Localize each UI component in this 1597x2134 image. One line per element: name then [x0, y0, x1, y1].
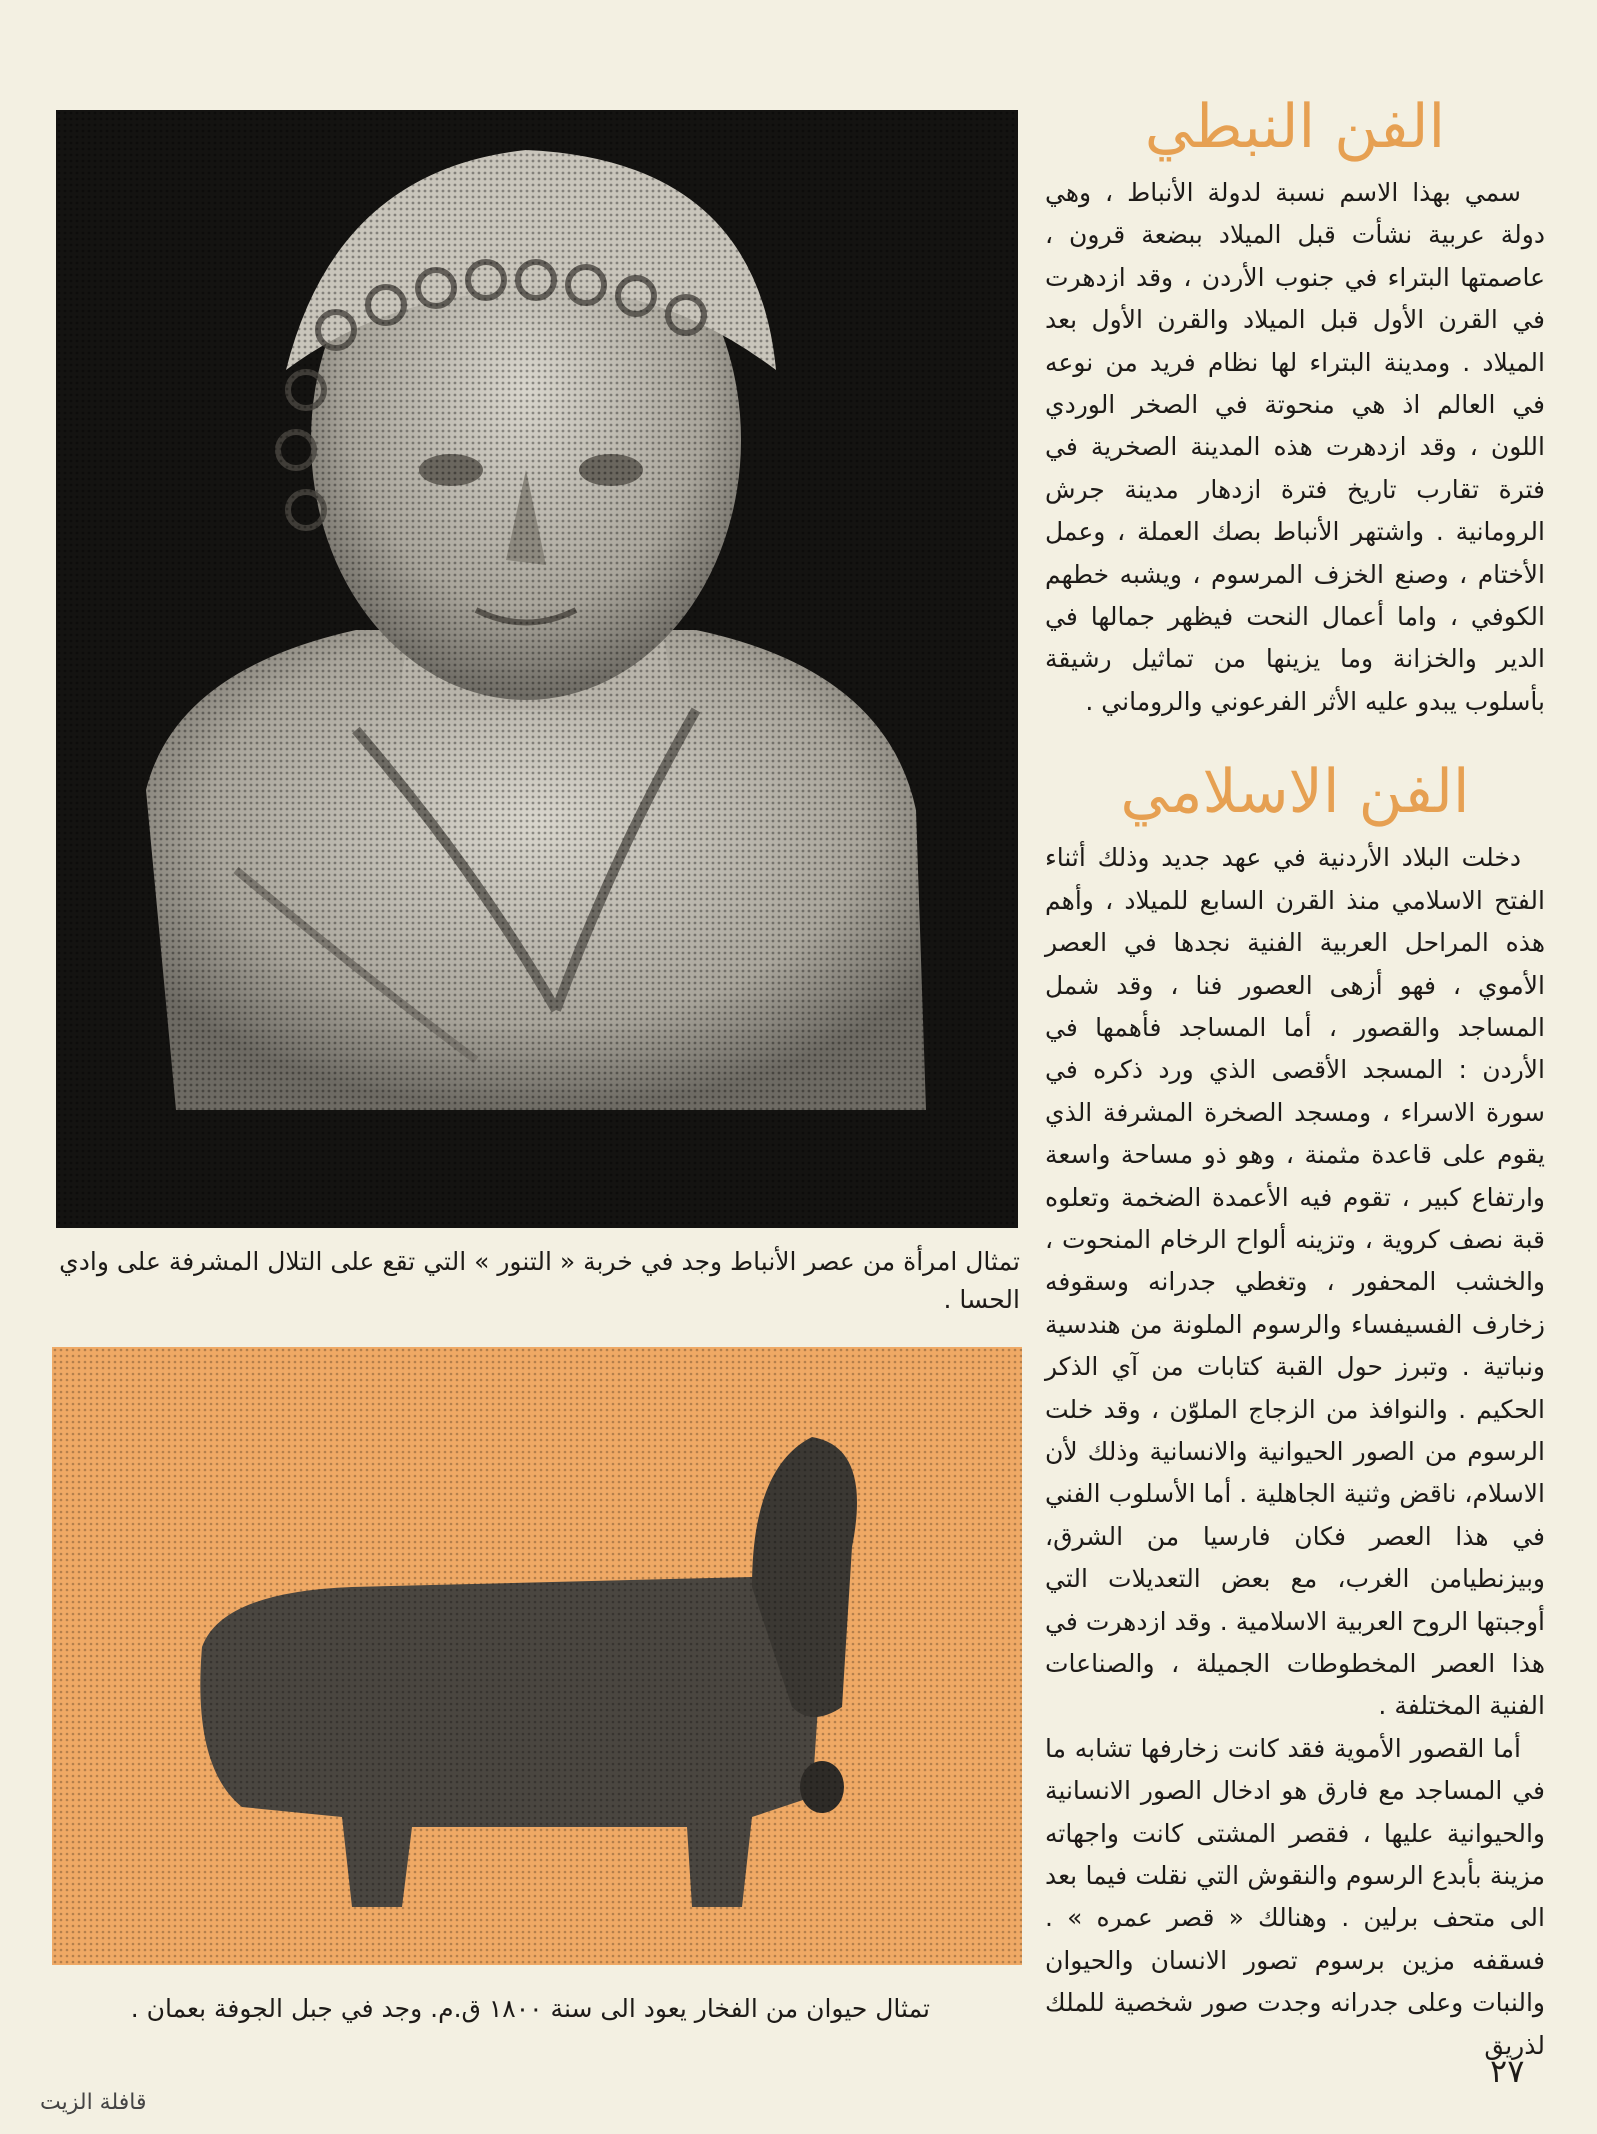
magazine-name: قافلة الزيت [40, 2090, 147, 2115]
page-number: ٢٧ [1490, 2052, 1525, 2090]
nabataean-bust-photo [56, 110, 1018, 1228]
section-heading-islamic-art: الفن الاسلامي [1120, 757, 1470, 828]
islamic-paragraph-2: أما القصور الأموية فقد كانت زخارفها تشابه ما في المساجد مع فارق هو ادخال الصور الانسانية والحيوانية عليها ، فقصر المشتى كانت واجهاته مزينة بأبدع الرسوم والنقوش التي نقلت فيما بعد الى متحف برلين . وهنالك « قصر عمره » . فسقفه مزين برسوم تصور الانسان والحيوان والنبات وعلى جدرانه وجدت صور شخصية للملك لذريق [1045, 1733, 1545, 2060]
figure-1-caption: تمثال امرأة من عصر الأنباط وجد في خربة « التنور » التي تقع على التلال المشرفة على وادي الحسا . [59, 1247, 1020, 1314]
nabataean-paragraph: سمي بهذا الاسم نسبة لدولة الأنباط ، وهي دولة عربية نشأت قبل الميلاد ببضعة قرون ، عاصمتها البتراء في جنوب الأردن ، وقد ازدهرت في القرن الأول قبل الميلاد والقرن الأول بعد الميلاد . ومدينة البتراء لها نظام فريد من نوعه في العالم اذ هي منحوتة في الصخر الوردي اللون ، وقد ازدهرت هذه المدينة الصخرية في فترة تقارب تاريخ فترة ازدهار مدينة جرش الرومانية . واشتهر الأنباط بصك العملة ، وعمل الأختام ، وصنع الخزف المرسوم ، ويشبه خطهم الكوفي ، واما أعمال النحت فيظهر جمالها في الدير والخزانة وما يزينها من تماثيل رشيقة بأسلوب يبدو عليه الأثر الفرعوني والروماني . [1045, 178, 1545, 716]
islamic-paragraph-1: دخلت البلاد الأردنية في عهد جديد وذلك أثناء الفتح الاسلامي منذ القرن السابع للميلاد ، وأهم هذه المراحل العربية الفنية نجدها في العصر الأموي ، فهو أزهى العصور فنا ، وقد شمل المساجد والقصور ، أما المساجد فأهمها في الأردن : المسجد الأقصى الذي ورد ذكره في سورة الاسراء ، ومسجد الصخرة المشرفة الذي يقوم على قاعدة مثمنة ، وهو ذو مساحة واسعة وارتفاع كبير ، تقوم فيه الأعمدة الضخمة وتعلوه قبة نصف كروية ، وتزينه ألواح الرخام المنحوت ، والخشب المحفور ، وتغطي جدرانه وسقوفه زخارف الفسيفساء والرسوم الملونة من هندسية ونباتية . وتبرز حول القبة كتابات من آي الذكر الحكيم . والنوافذ من الزجاج الملوّن ، وقد خلت الرسوم من الصور الحيوانية والانسانية وذلك لأن الاسلام، ناقض وثنية الجاهلية . أما الأسلوب الفني في هذا العصر فكان فارسيا من الشرق، وبيزنطيامن الغرب، مع بعض التعديلات التي أوجبتها الروح العربية الاسلامية . وقد ازدهرت في هذا العصر المخطوطات الجميلة ، والصناعات الفنية المختلفة . [1044, 843, 1545, 1721]
clay-animal-photo [52, 1347, 1022, 1965]
figure-2-caption: تمثال حيوان من الفخار يعود الى سنة ١٨٠٠ ق.م. وجد في جبل الجوفة بعمان . [130, 1994, 930, 2023]
article-column [1045, 88, 1545, 2067]
section-heading-nabataean-art: الفن النبطي [1144, 92, 1446, 162]
